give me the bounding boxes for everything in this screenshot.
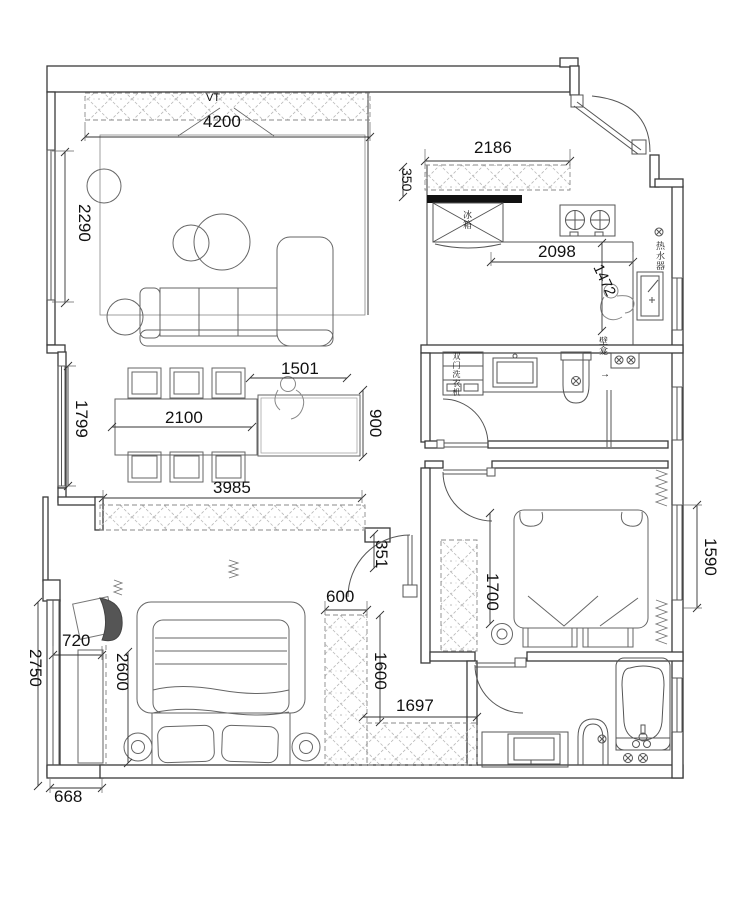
dim-2290-line — [61, 148, 69, 307]
radiator-balcony — [114, 580, 122, 595]
water-heater-label: 热水器 — [655, 241, 665, 271]
dim-wall-stub: 351 — [372, 540, 391, 569]
bed-bedroom2 — [514, 510, 648, 628]
wall-bedroom2-bottom-r — [527, 652, 683, 661]
dim-1590-line — [693, 501, 701, 612]
wall-bedroom2-top-stub — [425, 461, 443, 468]
wall-entry-jamb — [570, 66, 579, 95]
dim-kitchen-counter: 2098 — [538, 242, 576, 261]
wall-topright-h — [655, 179, 683, 187]
cabinet-kitchen-top — [425, 165, 570, 190]
niche-arrow: → — [600, 369, 610, 380]
dim-island-length: 1501 — [281, 359, 319, 378]
dim-kitchen-cabinet-depth: 350 — [399, 168, 415, 192]
radiator-bedroom2-upper — [656, 470, 667, 506]
dim-4200-line — [81, 133, 374, 141]
master-bedroom-furniture — [124, 602, 320, 765]
island-counter — [258, 395, 360, 456]
desk — [78, 650, 103, 763]
bedroom2-furniture — [492, 510, 649, 647]
radiator-bedroom2-lower — [656, 600, 667, 644]
nightstand-bedroom2 — [492, 624, 513, 645]
radiator-master — [229, 560, 238, 578]
dim-600-line — [321, 606, 371, 614]
dim-balcony-height: 2750 — [26, 649, 45, 687]
door-bedroom2 — [443, 468, 495, 521]
wall-bottom-main — [100, 765, 683, 778]
dining-furniture — [115, 368, 360, 482]
vanity2 — [482, 732, 568, 767]
niche-label: 壁龛 — [598, 336, 608, 356]
window-tag-label: VT — [206, 92, 221, 104]
stove — [560, 205, 615, 236]
dim-kitchen-depth: 1472 — [589, 261, 620, 300]
wall-left-outer-low — [43, 497, 48, 581]
wardrobe-master-vert — [325, 615, 367, 765]
shower-glass — [607, 390, 611, 447]
bed-master — [137, 602, 305, 765]
dim-dining-table: 2100 — [165, 408, 203, 427]
kitchen-sink — [637, 272, 663, 320]
nightstand-right — [292, 733, 320, 761]
dim-desk-width: 720 — [62, 631, 91, 650]
wall-top — [47, 66, 570, 92]
sofa — [140, 237, 333, 346]
wall-bedroom2-top — [492, 461, 668, 468]
kitchen-black-counter — [427, 195, 522, 203]
fridge-label: 冰箱 — [462, 210, 472, 230]
wardrobe-master-horiz — [367, 723, 477, 765]
dim-wardrobe-width: 600 — [326, 587, 355, 606]
wardrobe-bedroom2 — [441, 540, 477, 651]
wall-bath1-bottom — [488, 441, 668, 448]
washer-label: 双门洗衣机 — [452, 352, 461, 397]
wall-bath1-left — [421, 353, 430, 442]
dim-kitchen-cabinet: 2186 — [474, 138, 512, 157]
bathtub — [616, 658, 670, 750]
gas-point — [655, 228, 663, 236]
dim-living-window: 2290 — [75, 204, 94, 242]
dim-bed-length: 1700 — [483, 573, 502, 611]
bathroom2-fixtures — [482, 658, 670, 767]
wall-bedroom2-left — [421, 468, 430, 663]
dim-island-depth: 900 — [366, 409, 385, 438]
vanity1 — [483, 353, 583, 392]
wall-bottom-balcony — [47, 765, 103, 778]
extension-lines — [50, 122, 702, 793]
dim-bedroom-window: 1590 — [701, 538, 720, 576]
coffee-table-large — [194, 214, 250, 270]
floor-drains — [624, 754, 648, 763]
dim-balcony-width: 668 — [54, 787, 83, 806]
dim-master-wall: 2600 — [113, 653, 132, 691]
side-table — [87, 169, 121, 203]
living-furniture — [87, 135, 365, 346]
coffee-table-small — [173, 225, 209, 261]
washing-machine — [443, 352, 483, 395]
door-entry — [571, 95, 650, 154]
bed-bench — [523, 628, 633, 647]
door-bath2 — [475, 658, 526, 713]
wall-bedroom2-bottom-l — [430, 652, 475, 661]
dim-2750-line — [34, 598, 42, 790]
cabinet-row-3985 — [100, 505, 365, 530]
toilet1 — [561, 352, 591, 403]
dim-wardrobe-run: 1697 — [396, 696, 434, 715]
dim-living-top: 4200 — [203, 112, 241, 131]
niche — [611, 353, 639, 368]
wall-left-step — [43, 580, 60, 601]
ottoman — [107, 299, 143, 335]
toilet2 — [578, 719, 608, 765]
bathroom1-fixtures — [443, 352, 639, 447]
dim-dining-window: 1799 — [72, 400, 91, 438]
dim-2186-line — [421, 157, 574, 165]
dim-cabinet-row: 3985 — [213, 478, 251, 497]
dim-wardrobe-length: 1600 — [371, 652, 390, 690]
door-bath1 — [437, 399, 488, 448]
